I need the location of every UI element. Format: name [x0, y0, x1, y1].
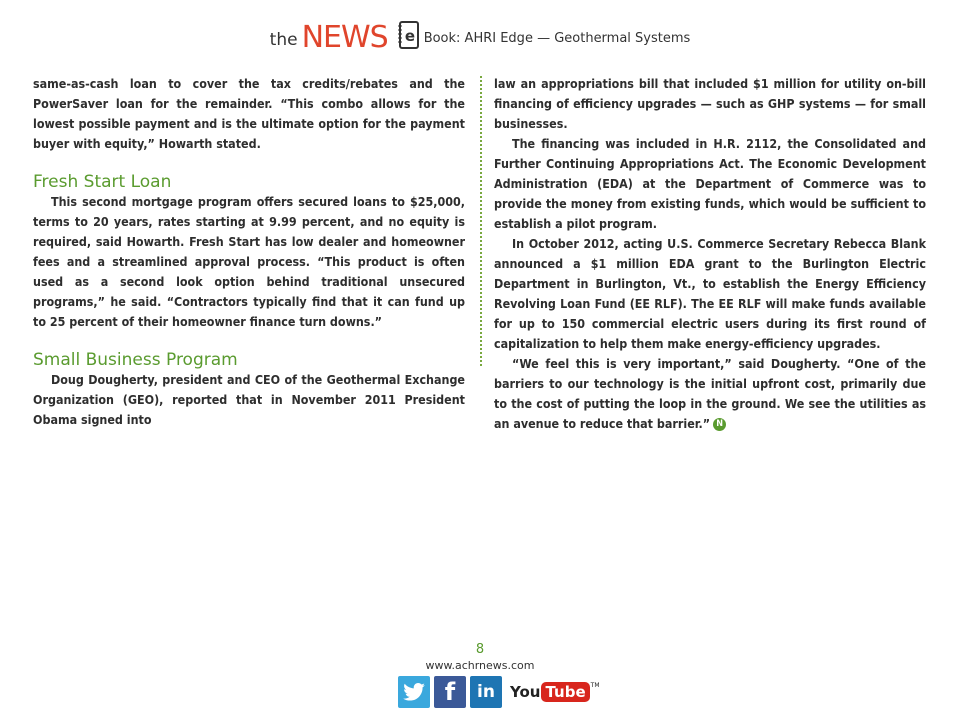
linkedin-icon[interactable]: in — [470, 676, 502, 708]
heading-small-business-program: Small Business Program — [33, 350, 238, 370]
right-paragraph-4-text: “We feel this is very important,” said Dougherty. “One of the barriers to our technology is the initial upfront cost, primarily due to the cost of putting the loop in the ground. We see the utilities as an avenue to reduce that barrier.” — [494, 356, 926, 431]
logo-news: NEWS — [301, 19, 388, 55]
left-paragraph-3: Doug Dougherty, president and CEO of the Geothermal Exchange Organization (GEO), reported that in November 2011 President Obama signed into — [33, 372, 465, 427]
heading-fresh-start-loan: Fresh Start Loan — [33, 172, 172, 192]
website-link[interactable]: www.achrnews.com — [425, 659, 535, 672]
ebook-title: Book: AHRI Edge — Geothermal Systems — [423, 30, 691, 46]
page-number: 8 — [475, 642, 485, 657]
logo-the: the — [269, 30, 298, 50]
right-paragraph-4 — [494, 354, 926, 434]
twitter-icon[interactable] — [398, 676, 430, 708]
left-column — [33, 74, 465, 430]
youtube-trademark: TM — [590, 682, 600, 689]
youtube-tube-text: Tube — [541, 682, 589, 702]
end-of-article-icon: N — [713, 418, 726, 431]
right-paragraph-3: In October 2012, acting U.S. Commerce Secretary Rebecca Blank announced a $1 million EDA grant to the Burlington Electric Department in Burlington, Vt., to establish the Energy Efficiency Revolving Loan Fund (EE RLF). The EE RLF will make funds available for up to 150 commercial electric users during its first round of capitalization to help them make energy-efficiency upgrades. — [494, 236, 926, 351]
ebook-letter: e — [404, 27, 415, 45]
youtube-you-text: You — [510, 683, 541, 701]
right-paragraph-1: law an appropriations bill that included $1 million for utility on-bill financing of efficiency upgrades — such as GHP systems — for small businesses. — [494, 76, 926, 131]
right-column — [494, 74, 926, 434]
social-links — [398, 676, 600, 708]
facebook-icon[interactable]: f — [434, 676, 466, 708]
right-paragraph-2: The financing was included in H.R. 2112, the Consolidated and Further Continuing Appropriations Act. The Economic Development Administration (EDA) at the Department of Commerce was to provide the money from existing funds, which would be sufficient to establish a pilot program. — [494, 136, 926, 231]
left-paragraph-1: same-as-cash loan to cover the tax credits/rebates and the PowerSaver loan for the remainder. “This combo allows for the lowest possible payment and is the ultimate option for the payment buyer with equity,” Howarth stated. — [33, 76, 465, 151]
left-paragraph-2: This second mortgage program offers secured loans to $25,000, terms to 20 years, rates starting at 9.99 percent, and no equity is required, said Howarth. Fresh Start has low dealer and homeowner fees and a streamlined approval process. “This product is often used as a second look option behind traditional unsecured programs,” he said. “Contractors typically find that it can fund up to 25 percent of their homeowner finance turn downs.” — [33, 194, 465, 329]
ebook-icon — [398, 21, 420, 49]
twitter-bird-icon — [403, 683, 425, 701]
youtube-icon[interactable] — [510, 682, 600, 702]
page-header — [0, 15, 960, 55]
column-divider — [480, 76, 482, 366]
